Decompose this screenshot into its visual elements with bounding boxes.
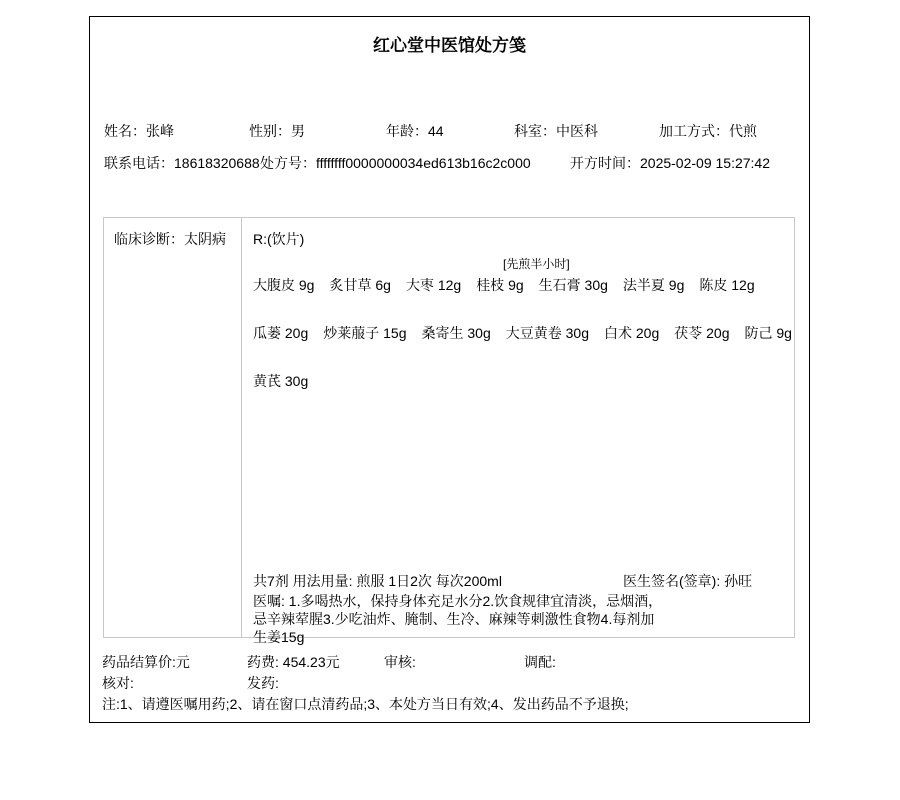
field-gender-label: 性别： bbox=[249, 123, 291, 139]
diagnosis-value: 太阴病 bbox=[184, 231, 226, 247]
field-rx-number bbox=[260, 153, 531, 173]
field-processing-label: 加工方式： bbox=[659, 123, 729, 139]
issue-field: 发药: bbox=[247, 675, 279, 691]
medicine-item: 防己 9g bbox=[744, 325, 792, 341]
field-department-label: 科室： bbox=[514, 123, 556, 139]
field-phone bbox=[104, 153, 260, 173]
drug-fee-value: 454.23元 bbox=[282, 654, 340, 670]
medicine-item: 桂枝 9g bbox=[476, 277, 524, 293]
medicine-item: 黄芪 30g bbox=[253, 373, 309, 389]
field-processing bbox=[659, 121, 757, 141]
field-age-label: 年龄： bbox=[386, 123, 428, 139]
field-issue-time bbox=[570, 153, 770, 173]
field-rx-number-value: ffffffff0000000034ed613b16c2c000 bbox=[316, 155, 531, 171]
prescription-box bbox=[103, 217, 795, 645]
settlement-price: 药品结算价:元 bbox=[102, 654, 190, 670]
medicine-row bbox=[253, 275, 755, 295]
field-age bbox=[386, 121, 444, 141]
field-issue-time-value: 2025-02-09 15:27:42 bbox=[640, 155, 770, 171]
field-name-value: 张峰 bbox=[146, 123, 174, 139]
field-rx-number-label: 处方号： bbox=[260, 155, 316, 171]
diagnosis-label: 临床诊断： bbox=[114, 231, 184, 247]
doctor-signature-label: 医生签名(签章): bbox=[623, 573, 725, 589]
medicine-item: 瓜蒌 20g bbox=[253, 325, 309, 341]
review-field: 审核: bbox=[384, 654, 416, 670]
doctor-advice bbox=[253, 592, 662, 646]
doctor-signature-value: 孙旺 bbox=[724, 573, 753, 589]
medicine-item: 炙甘草 6g bbox=[329, 277, 391, 293]
medicine-row bbox=[253, 323, 792, 343]
page-title: 红心堂中医馆处方笺 bbox=[373, 36, 526, 55]
footer-note: 注:1、请遵医嘱用药;2、请在窗口点清药品;3、本处方当日有效;4、发出药品不予退换; bbox=[102, 696, 629, 712]
medicine-item: 生石膏 30g bbox=[538, 277, 608, 293]
field-issue-time-label: 开方时间： bbox=[570, 155, 640, 171]
decoction-note: [先煎半小时] bbox=[503, 257, 570, 271]
dosage-summary: 共7剂 用法用量: 煎服 1日2次 每次200ml bbox=[253, 573, 502, 589]
medicine-item: 桑寄生 30g bbox=[421, 325, 491, 341]
medicine-item: 茯苓 20g bbox=[674, 325, 730, 341]
medicine-item: 炒莱菔子 15g bbox=[323, 325, 407, 341]
doctor-advice-line: 医嘱: 1.多喝热水，保持身体充足水分2.饮食规律宜清淡，忌烟酒， bbox=[253, 593, 663, 609]
field-processing-value: 代煎 bbox=[729, 123, 757, 139]
prescription-sheet bbox=[89, 16, 810, 723]
field-phone-value: 18618320688 bbox=[174, 155, 260, 171]
field-age-value: 44 bbox=[428, 123, 444, 139]
drug-fee-label: 药费: bbox=[247, 654, 279, 670]
field-gender-value: 男 bbox=[291, 123, 305, 139]
medicine-row bbox=[253, 371, 308, 391]
field-department bbox=[514, 121, 598, 141]
medicine-item: 大腹皮 9g bbox=[253, 277, 315, 293]
medicines-column bbox=[243, 218, 794, 645]
field-department-value: 中医科 bbox=[556, 123, 598, 139]
drug-fee bbox=[247, 652, 340, 672]
medicine-item: 大豆黄卷 30g bbox=[505, 325, 589, 341]
doctor-advice-line: 生姜15g bbox=[253, 629, 305, 645]
rx-header: R:(饮片) bbox=[253, 231, 305, 247]
medicine-item: 白术 20g bbox=[604, 325, 660, 341]
diagnosis-column bbox=[104, 218, 242, 637]
field-gender bbox=[249, 121, 305, 141]
doctor-advice-line: 忌辛辣荤腥3.少吃油炸、腌制、生冷、麻辣等刺激性食物4.每剂加 bbox=[253, 611, 655, 627]
field-name-label: 姓名： bbox=[104, 123, 146, 139]
medicine-item: 大枣 12g bbox=[405, 277, 462, 293]
medicine-item: 陈皮 12g bbox=[699, 277, 755, 293]
dispense-field: 调配: bbox=[524, 654, 556, 670]
diagnosis bbox=[114, 229, 226, 249]
medicine-item: 法半夏 9g bbox=[622, 277, 685, 293]
check-field: 核对: bbox=[102, 675, 134, 691]
doctor-signature bbox=[623, 571, 752, 591]
field-name bbox=[104, 121, 174, 141]
field-phone-label: 联系电话： bbox=[104, 155, 174, 171]
